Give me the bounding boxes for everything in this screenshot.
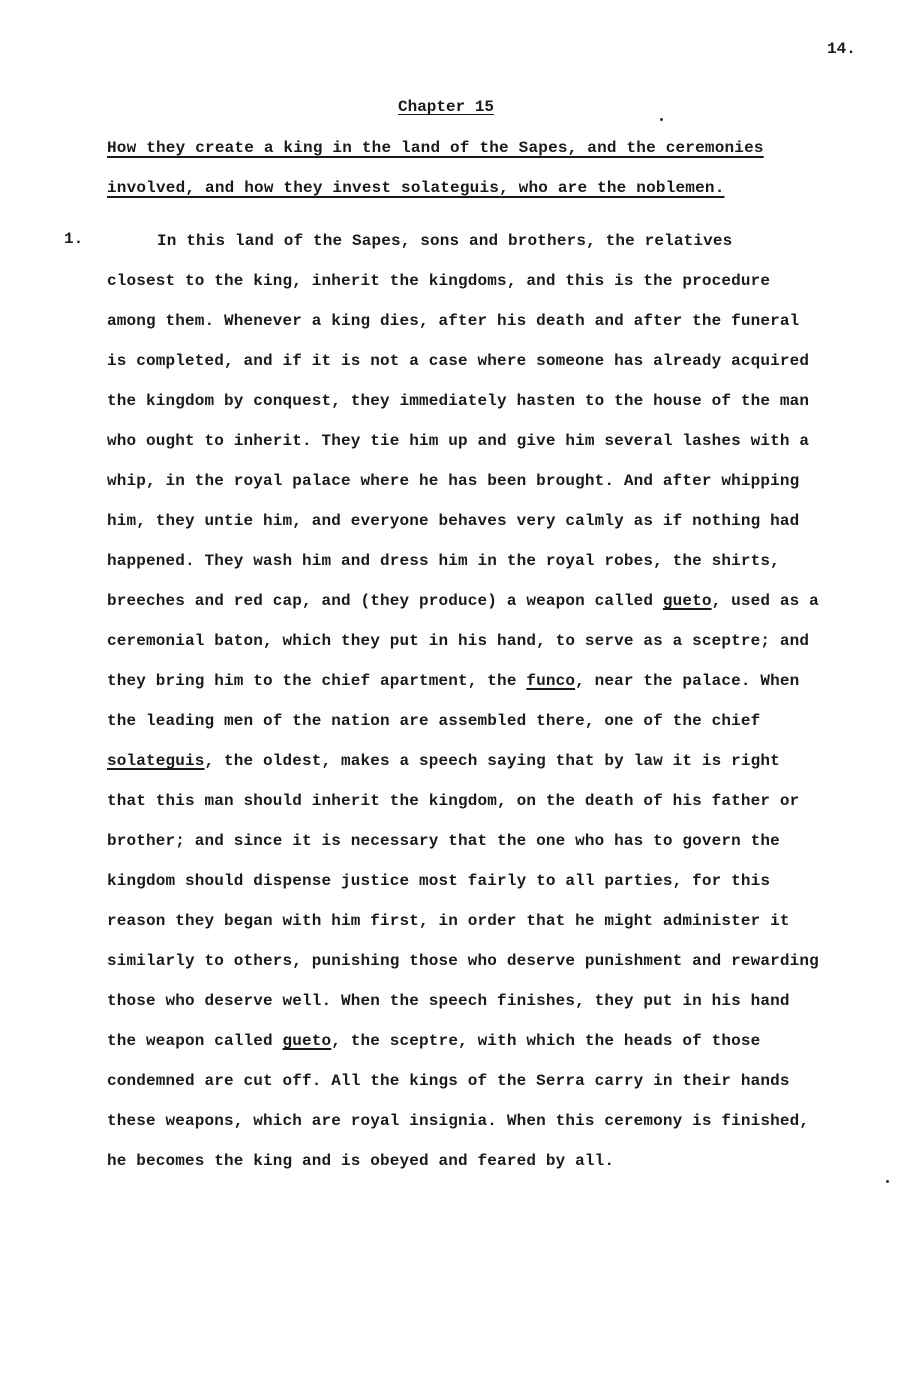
body-line: the kingdom by conquest, they immediately hasten to the house of the man — [107, 392, 810, 410]
body-line: whip, in the royal palace where he has been brought. And after whipping — [107, 472, 800, 490]
body-line: these weapons, which are royal insignia. When this ceremony is finished, — [107, 1112, 810, 1130]
line-text: the weapon called — [107, 1032, 283, 1050]
body-line-with-term — [107, 670, 847, 710]
body-line: closest to the king, inherit the kingdoms, and this is the procedure — [107, 272, 771, 290]
body-line: In this land of the Sapes, sons and brothers, the relatives — [157, 232, 733, 250]
body-line-with-term — [107, 590, 847, 630]
term-funco: funco — [526, 672, 576, 690]
body-line: he becomes the king and is obeyed and feared by all. — [107, 1152, 615, 1170]
body-line: him, they untie him, and everyone behaves very calmly as if nothing had — [107, 512, 800, 530]
term-gueto: gueto — [662, 592, 712, 610]
body-line-with-term — [107, 1030, 847, 1070]
body-line: that this man should inherit the kingdom, on the death of his father or — [107, 792, 800, 810]
line-text: they bring him to the chief apartment, the — [107, 672, 527, 690]
body-line: similarly to others, punishing those who deserve punishment and rewarding — [107, 952, 819, 970]
line-text: breeches and red cap, and (they produce) a weapon called — [107, 592, 663, 610]
body-line: is completed, and if it is not a case where someone has already acquired — [107, 352, 810, 370]
body-line: happened. They wash him and dress him in the royal robes, the shirts, — [107, 552, 780, 570]
title-term-solateguis: solateguis — [401, 179, 500, 197]
line-text-tail: , the oldest, makes a speech saying that by law it is right — [204, 752, 780, 770]
term-solateguis: solateguis — [107, 752, 205, 770]
term-gueto-2: gueto — [282, 1032, 332, 1050]
body-line: condemned are cut off. All the kings of the Serra carry in their hands — [107, 1072, 790, 1090]
body-line: brother; and since it is necessary that the one who has to govern the — [107, 832, 780, 850]
line-text-tail: , used as a — [711, 592, 819, 610]
scan-speck — [886, 1180, 889, 1183]
body-line: ceremonial baton, which they put in his hand, to serve as a sceptre; and — [107, 632, 810, 650]
paragraph-number: 1. — [64, 230, 84, 248]
body-line: who ought to inherit. They tie him up and give him several lashes with a — [107, 432, 810, 450]
body-line: kingdom should dispense justice most fairly to all parties, for this — [107, 872, 771, 890]
page-number: 14. — [827, 40, 856, 58]
body-line: those who deserve well. When the speech finishes, they put in his hand — [107, 992, 790, 1010]
scan-speck — [660, 118, 663, 121]
body-paragraph — [107, 230, 847, 1190]
body-line-with-term — [107, 750, 847, 790]
line-text-tail: , the sceptre, with which the heads of those — [331, 1032, 761, 1050]
body-line: reason they began with him first, in order that he might administer it — [107, 912, 790, 930]
chapter-title-line-1: How they create a king in the land of the Sapes, and the ceremonies — [107, 139, 764, 157]
chapter-title-line-2: involved, and how they invest solateguis, who are the noblemen. — [107, 179, 725, 197]
line-text-tail: , near the palace. When — [575, 672, 800, 690]
body-line: among them. Whenever a king dies, after his death and after the funeral — [107, 312, 800, 330]
chapter-heading: Chapter 15 — [398, 98, 495, 116]
body-line: the leading men of the nation are assembled there, one of the chief — [107, 712, 761, 730]
